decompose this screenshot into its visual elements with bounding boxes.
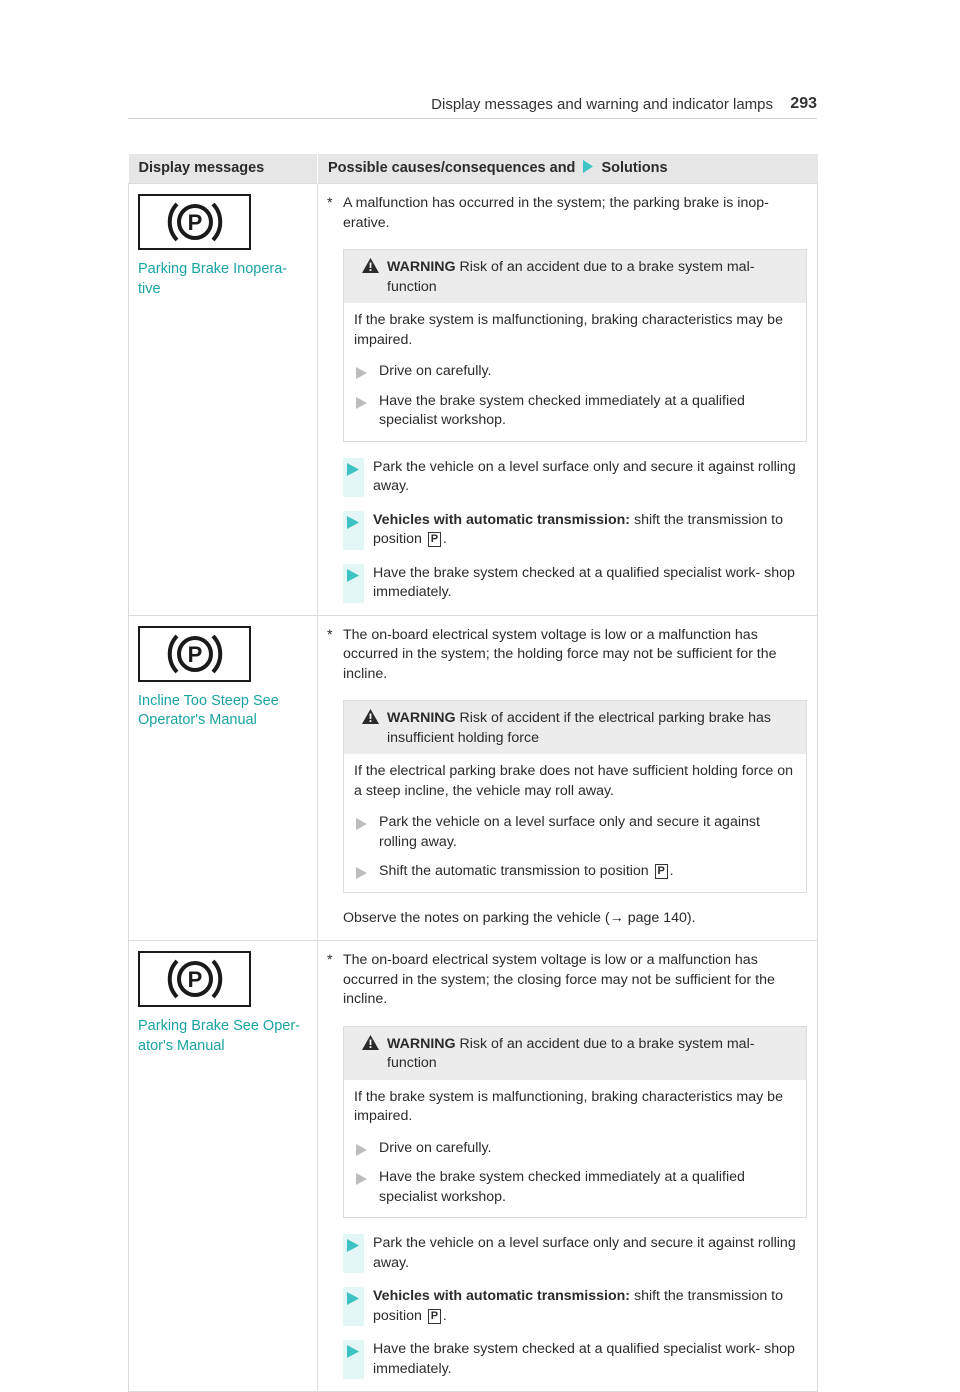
warning-label: WARNING [387, 259, 456, 275]
arrow-right-icon [356, 397, 367, 409]
period: . [442, 531, 447, 547]
warning-step [354, 862, 796, 882]
table-row [129, 941, 818, 1392]
warning-triangle-icon [362, 1035, 379, 1050]
gear-p-symbol: P [655, 864, 668, 879]
warning-box [343, 249, 807, 442]
step-text: shift the transmission to position [373, 1288, 784, 1324]
warning-header [344, 250, 806, 303]
col-header-causes: Possible causes/consequences and [328, 159, 576, 176]
warning-body [344, 754, 806, 892]
warning-box [343, 1026, 807, 1219]
period: . [669, 863, 674, 879]
period: . [442, 1307, 447, 1324]
solution-step [327, 1287, 807, 1326]
arrow-right-icon [582, 160, 594, 173]
warning-label: WARNING [387, 710, 456, 726]
warning-step-text: Drive on carefully. [379, 363, 492, 379]
solutions-cell [318, 184, 818, 616]
table-header-row [129, 154, 818, 184]
warning-step-text: Drive on carefully. [379, 1139, 492, 1156]
step-text: Have the brake system checked at a qualified specialist work- shop immediately. [373, 564, 795, 600]
col-header-display-messages: Display messages [129, 154, 318, 184]
col-header-solutions: Solutions [601, 159, 668, 176]
warning-step-text: Park the vehicle on a level surface only and secure it against rolling away. [379, 814, 760, 850]
arrow-right-icon [347, 569, 359, 582]
cause-description: The on-board electrical system voltage is low or a malfunction has occurred in the system; the holding force may not be sufficient for the incline. [343, 626, 777, 682]
warning-title: Risk of an accident due to a brake system mal- function [387, 259, 755, 295]
cause-text [327, 951, 807, 1010]
step-text: shift the transmission to position [373, 511, 784, 547]
warning-text: If the electrical parking brake does not have sufficient holding force on a steep incline, the vehicle may roll away. [354, 763, 794, 799]
asterisk: * [327, 952, 333, 968]
table-row [129, 184, 818, 616]
display-message-text: Incline Too Steep See Operator's Manual [138, 692, 279, 728]
warning-label: WARNING [387, 1035, 456, 1052]
running-header [128, 94, 817, 119]
running-header-title: Display messages and warning and indicator lamps [431, 96, 773, 113]
table-row [129, 615, 818, 941]
arrow-right-icon [347, 1239, 359, 1252]
warning-step [354, 392, 796, 431]
arrow-right-icon [356, 818, 367, 830]
svg-text:P: P [187, 967, 202, 992]
arrow-right-icon [356, 1144, 367, 1156]
asterisk: * [327, 626, 333, 643]
warning-header [344, 1027, 806, 1080]
solution-step [327, 458, 807, 497]
cause-text [327, 194, 807, 233]
display-cell [129, 184, 318, 616]
step-text: Have the brake system checked at a qualified specialist work- shop immediately. [373, 1341, 795, 1377]
solution-step [327, 1234, 807, 1273]
arrow-right-icon [347, 1292, 359, 1305]
step-bold-label: Vehicles with automatic transmission: [373, 511, 631, 528]
display-messages-table [128, 154, 818, 1392]
warning-step-text: Have the brake system checked immediately at a qualified specialist workshop. [379, 392, 745, 428]
display-message-text: Parking Brake See Oper- ator's Manual [138, 1018, 300, 1054]
solution-step [327, 511, 807, 550]
display-message-text: Parking Brake Inopera- tive [138, 261, 288, 297]
cause-description: The on-board electrical system voltage is low or a malfunction has occurred in the system; the closing force may not be sufficient for the incline. [343, 952, 775, 1007]
svg-text:P: P [187, 641, 202, 667]
warning-body [344, 1080, 806, 1218]
gear-p-symbol: P [428, 532, 441, 547]
asterisk: * [327, 195, 333, 211]
gear-p-symbol: P [428, 1309, 441, 1324]
arrow-right-icon [356, 367, 367, 379]
parking-note: Observe the notes on parking the vehicle (→ page 140). [343, 909, 696, 926]
parking-brake-lamp-icon [138, 951, 251, 1007]
solutions-cell [318, 615, 818, 941]
warning-text: If the brake system is malfunctioning, braking characteristics may be impaired. [354, 1088, 783, 1124]
warning-body [344, 303, 806, 441]
step-bold-label: Vehicles with automatic transmission: [373, 1288, 631, 1304]
warning-step-text: Shift the automatic transmission to position [379, 863, 649, 879]
col-header-causes-solutions [318, 154, 818, 184]
arrow-right-icon [347, 516, 359, 529]
warning-title: Risk of accident if the electrical parking brake has insufficient holding force [387, 710, 772, 746]
warning-triangle-icon [362, 709, 379, 724]
warning-title: Risk of an accident due to a brake system mal- function [387, 1035, 755, 1071]
warning-step [354, 1168, 796, 1207]
warning-step-text: Have the brake system checked immediately at a qualified specialist workshop. [379, 1169, 745, 1205]
warning-step [354, 813, 796, 852]
arrow-right-icon [347, 1345, 359, 1358]
warning-step [354, 362, 796, 382]
warning-step [354, 1139, 796, 1159]
arrow-right-icon [356, 867, 367, 879]
solution-step [327, 1340, 807, 1379]
step-text: Park the vehicle on a level surface only and secure it against rolling away. [373, 458, 796, 494]
warning-text: If the brake system is malfunctioning, braking characteristics may be impaired. [354, 312, 783, 348]
display-cell [129, 941, 318, 1392]
page-number: 293 [790, 95, 817, 112]
warning-box [343, 700, 807, 893]
solutions-cell [318, 941, 818, 1392]
display-cell [129, 615, 318, 941]
svg-text:P: P [187, 210, 202, 235]
step-text: Park the vehicle on a level surface only and secure it against rolling away. [373, 1235, 796, 1271]
solution-step [327, 564, 807, 603]
warning-header [344, 701, 806, 754]
parking-brake-lamp-icon [138, 626, 251, 682]
parking-brake-lamp-icon [138, 194, 251, 250]
cause-text [327, 626, 807, 685]
arrow-right-icon [347, 463, 359, 476]
cause-description: A malfunction has occurred in the system; the parking brake is inop- erative. [343, 195, 769, 231]
warning-triangle-icon [362, 258, 379, 273]
arrow-right-icon [356, 1173, 367, 1185]
